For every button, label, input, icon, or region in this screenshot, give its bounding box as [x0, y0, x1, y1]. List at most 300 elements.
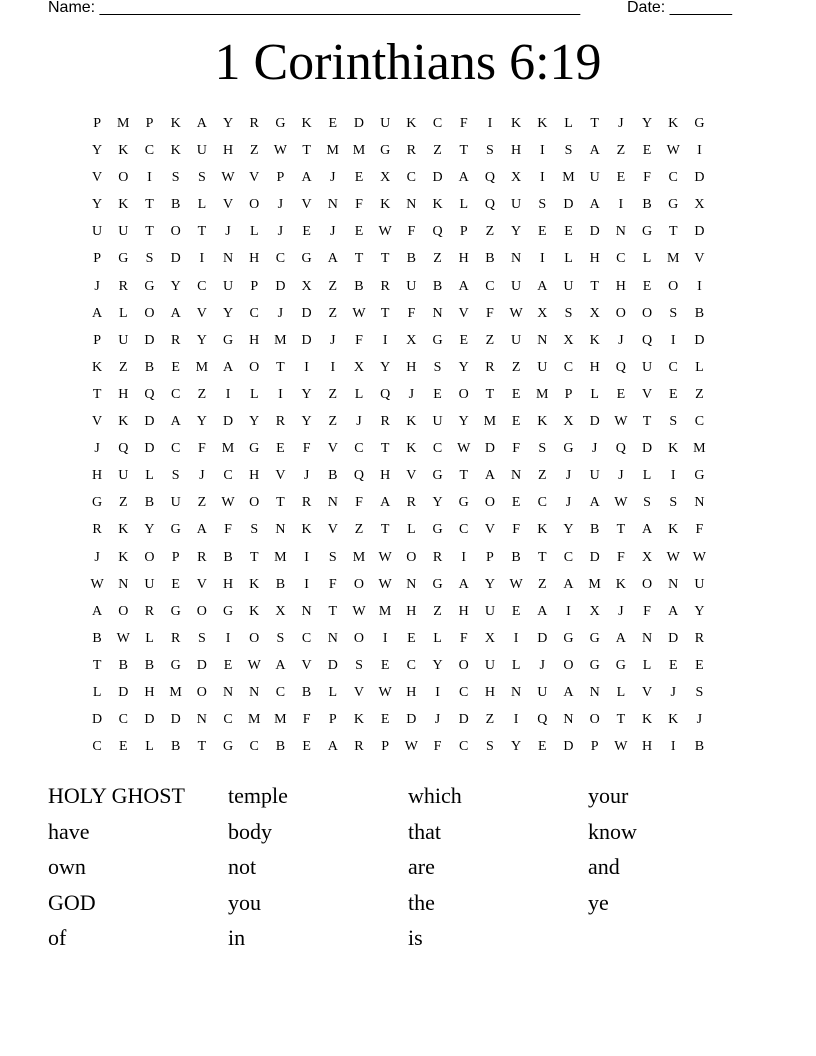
grid-letter: S [669, 305, 678, 321]
grid-letter: D [589, 414, 600, 430]
grid-letter: F [486, 305, 494, 321]
grid-letter: R [432, 549, 443, 565]
grid-letter: J [618, 603, 624, 619]
grid-letter: D [118, 684, 129, 700]
grid-letter: T [92, 657, 102, 673]
grid-letter: M [536, 386, 549, 402]
grid-letter: E [616, 170, 626, 186]
grid-letter: W [666, 549, 680, 565]
grid-letter: S [197, 170, 206, 186]
grid-letter: O [196, 684, 207, 700]
grid-letter: D [144, 441, 155, 457]
grid-letter: P [93, 251, 101, 267]
grid-letter: M [562, 170, 575, 186]
grid-letter: Z [433, 251, 442, 267]
grid-letter: A [589, 495, 600, 511]
grid-row [84, 222, 713, 249]
grid-letter: D [458, 712, 469, 728]
grid-letter: L [145, 739, 154, 755]
grid-letter: J [670, 684, 676, 700]
grid-letter: I [225, 386, 231, 402]
grid-letter: J [696, 712, 703, 728]
grid-letter: X [589, 305, 600, 321]
grid-letter: C [249, 305, 259, 321]
grid-letter: J [591, 441, 598, 457]
word-list-item: ye [588, 889, 609, 915]
grid-letter: T [276, 359, 285, 375]
grid-letter: B [328, 468, 338, 484]
grid-letter: Y [484, 576, 495, 592]
grid-letter: D [301, 332, 312, 348]
grid-letter: V [249, 170, 260, 186]
grid-letter: T [590, 116, 599, 131]
grid-letter: D [694, 170, 705, 186]
grid-letter: U [511, 278, 522, 294]
grid-letter: F [643, 170, 651, 186]
grid-letter: C [694, 414, 705, 430]
grid-letter: A [458, 278, 469, 294]
grid-letter: K [432, 197, 443, 213]
grid-letter: G [589, 657, 600, 673]
grid-letter: W [247, 657, 261, 673]
grid-letter: F [459, 116, 468, 131]
grid-letter: O [484, 495, 495, 511]
grid-letter: I [304, 576, 309, 592]
grid-letter: D [144, 332, 155, 348]
grid-letter: L [695, 359, 704, 375]
grid-letter: O [353, 630, 365, 646]
grid-letter: B [406, 251, 417, 267]
grid-letter: V [196, 305, 207, 321]
grid-letter: Z [197, 386, 207, 402]
grid-letter: Y [563, 522, 574, 538]
grid-letter: J [277, 305, 284, 321]
grid-letter: K [406, 414, 417, 430]
grid-letter: Z [354, 522, 364, 538]
grid-letter: W [352, 305, 366, 321]
grid-letter: U [380, 116, 391, 131]
grid-letter: B [170, 197, 181, 213]
grid-letter: H [222, 143, 234, 159]
grid-letter: N [432, 305, 443, 321]
grid-letter: O [118, 170, 129, 186]
word-list-item: your [588, 783, 629, 808]
grid-letter: K [118, 522, 129, 538]
grid-letter: S [355, 657, 363, 673]
grid-letter: Q [537, 712, 548, 728]
grid-letter: G [641, 224, 653, 240]
grid-letter: W [378, 576, 392, 592]
grid-letter: P [93, 116, 101, 131]
grid-letter: F [224, 522, 232, 538]
grid-letter: N [196, 712, 207, 728]
word-list-item: temple [228, 783, 288, 808]
grid-letter: C [249, 739, 259, 755]
grid-letter: M [352, 143, 366, 159]
grid-row [84, 656, 713, 683]
grid-letter: G [432, 522, 443, 538]
grid-letter: C [563, 549, 574, 565]
grid-letter: J [303, 468, 310, 484]
grid-letter: E [328, 116, 338, 131]
grid-letter: B [144, 657, 155, 673]
grid-letter: D [170, 251, 181, 267]
grid-letter: G [170, 657, 181, 673]
word-list-item: are [408, 854, 435, 880]
grid-letter: B [170, 739, 181, 755]
grid-letter: S [276, 630, 285, 646]
grid-letter: F [512, 522, 520, 538]
grid-letter: K [511, 116, 522, 131]
grid-letter: Y [458, 359, 469, 375]
grid-letter: M [274, 712, 287, 728]
grid-letter: Z [328, 278, 338, 294]
grid-letter: G [92, 495, 103, 511]
grid-letter: S [695, 684, 704, 700]
grid-letter: R [170, 332, 181, 348]
grid-letter: H [249, 468, 260, 484]
grid-letter: S [538, 441, 547, 457]
grid-letter: E [171, 359, 180, 375]
grid-row [84, 439, 713, 466]
grid-letter: R [406, 495, 417, 511]
grid-letter: E [171, 576, 180, 592]
grid-letter: H [589, 359, 600, 375]
grid-letter: K [668, 522, 679, 538]
grid-letter: K [249, 576, 260, 592]
grid-letter: L [249, 224, 259, 240]
grid-letter: R [144, 603, 155, 619]
grid-letter: C [118, 712, 128, 728]
grid-letter: G [170, 522, 181, 538]
grid-letter: F [616, 549, 625, 565]
grid-letter: H [380, 468, 391, 484]
grid-letter: N [511, 251, 522, 267]
grid-letter: W [221, 495, 235, 511]
grid-letter: G [301, 251, 312, 267]
grid-letter: D [353, 116, 365, 131]
grid-letter: H [484, 684, 495, 700]
grid-letter: G [380, 143, 391, 159]
page-title: 1 Corinthians 6:19 [214, 34, 602, 91]
grid-letter: S [145, 251, 154, 267]
grid-letter: G [275, 116, 286, 131]
grid-letter: K [668, 712, 679, 728]
grid-row [84, 710, 713, 737]
grid-letter: L [642, 468, 652, 484]
grid-letter: W [614, 495, 628, 511]
grid-letter: B [694, 739, 705, 755]
name-line: Name: ______________________________________________________ [48, 0, 581, 16]
grid-letter: N [563, 712, 574, 728]
grid-letter: S [643, 495, 651, 511]
grid-letter: C [563, 359, 574, 375]
letter-grid [84, 114, 713, 764]
grid-letter: O [458, 386, 469, 402]
grid-letter: J [225, 224, 231, 240]
grid-letter: T [92, 386, 102, 402]
grid-letter: G [432, 468, 443, 484]
grid-letter: K [615, 576, 626, 592]
grid-letter: J [618, 332, 624, 348]
grid-letter: U [118, 332, 129, 348]
grid-letter: Z [538, 576, 547, 592]
grid-letter: G [694, 468, 705, 484]
grid-letter: M [195, 359, 209, 375]
grid-letter: H [249, 251, 260, 267]
grid-letter: F [355, 197, 363, 213]
grid-letter: A [92, 603, 103, 619]
grid-letter: E [538, 224, 547, 240]
grid-letter: N [222, 684, 234, 700]
grid-letter: L [249, 386, 259, 402]
grid-letter: I [670, 739, 676, 755]
grid-letter: B [432, 278, 443, 294]
grid-letter: T [145, 197, 154, 213]
grid-letter: P [459, 224, 468, 240]
grid-letter: D [563, 739, 574, 755]
grid-letter: Y [144, 522, 155, 538]
grid-letter: G [694, 116, 705, 131]
grid-letter: V [406, 468, 417, 484]
grid-letter: C [301, 630, 312, 646]
grid-letter: U [222, 278, 234, 294]
grid-letter: H [406, 359, 417, 375]
grid-letter: T [642, 414, 652, 430]
grid-letter: I [461, 549, 467, 565]
grid-letter: K [170, 143, 181, 159]
grid-letter: O [353, 576, 365, 592]
grid-letter: K [118, 414, 129, 430]
grid-letter: O [668, 278, 679, 294]
grid-letter: S [564, 305, 573, 321]
grid-letter: J [408, 386, 415, 402]
grid-letter: Z [119, 495, 128, 511]
grid-letter: T [485, 386, 495, 402]
grid-letter: H [458, 251, 469, 267]
grid-letter: W [509, 576, 523, 592]
grid-letter: T [459, 143, 468, 159]
grid-letter: M [378, 603, 392, 619]
grid-letter: M [326, 143, 339, 159]
word-list-item: and [588, 854, 620, 880]
grid-letter: G [563, 630, 574, 646]
grid-letter: X [484, 630, 495, 646]
grid-letter: I [539, 143, 545, 159]
grid-letter: F [643, 603, 651, 619]
grid-letter: V [275, 468, 286, 484]
grid-letter: E [511, 495, 521, 511]
grid-letter: V [484, 522, 495, 538]
grid-letter: L [642, 251, 652, 267]
header [48, 0, 748, 20]
grid-letter: U [118, 468, 129, 484]
grid-letter: G [249, 441, 260, 457]
grid-letter: S [171, 170, 180, 186]
grid-letter: U [196, 143, 207, 159]
grid-letter: I [278, 386, 283, 402]
grid-letter: A [589, 197, 600, 213]
grid-letter: L [564, 116, 573, 131]
grid-letter: C [459, 522, 469, 538]
grid-letter: K [380, 197, 391, 213]
grid-letter: G [170, 603, 181, 619]
grid-letter: K [537, 414, 548, 430]
grid-letter: P [250, 278, 259, 294]
grid-letter: T [276, 495, 285, 511]
grid-letter: N [511, 684, 522, 700]
grid-letter: W [404, 739, 418, 755]
grid-letter: Y [222, 116, 234, 131]
grid-letter: S [171, 468, 180, 484]
grid-letter: O [196, 603, 207, 619]
word-list-item: HOLY GHOST [48, 783, 185, 808]
grid-letter: N [222, 251, 234, 267]
grid-letter: C [275, 684, 286, 700]
grid-letter: W [90, 576, 104, 592]
grid-letter: R [301, 495, 312, 511]
grid-letter: S [486, 739, 494, 755]
grid-letter: Q [353, 468, 365, 484]
grid-letter: D [537, 630, 548, 646]
grid-letter: X [511, 170, 522, 186]
grid-letter: K [406, 441, 417, 457]
grid-letter: H [589, 251, 600, 267]
grid-letter: Z [328, 386, 338, 402]
grid-letter: Y [380, 359, 391, 375]
grid-letter: X [641, 549, 653, 565]
grid-letter: G [615, 657, 626, 673]
grid-letter: O [406, 549, 417, 565]
grid-letter: L [145, 630, 154, 646]
grid-row [84, 493, 713, 520]
grid-letter: C [406, 170, 417, 186]
grid-letter: A [327, 739, 338, 755]
grid-letter: T [328, 603, 338, 619]
grid-letter: E [668, 657, 678, 673]
grid-letter: Y [511, 224, 522, 240]
grid-letter: O [170, 224, 181, 240]
grid-letter: V [694, 251, 705, 267]
grid-letter: X [694, 197, 705, 213]
grid-letter: D [694, 332, 705, 348]
grid-letter: A [92, 305, 103, 321]
grid-letter: I [513, 630, 519, 646]
grid-letter: D [668, 630, 679, 646]
grid-letter: K [118, 197, 129, 213]
grid-letter: D [144, 712, 155, 728]
grid-letter: R [485, 359, 495, 375]
grid-letter: K [118, 143, 129, 159]
word-list [48, 779, 768, 957]
grid-letter: N [406, 197, 417, 213]
grid-letter: S [250, 522, 259, 538]
grid-letter: C [197, 278, 207, 294]
grid-letter: P [145, 116, 154, 131]
grid-letter: T [380, 522, 390, 538]
grid-row [84, 412, 713, 439]
grid-letter: Y [301, 386, 312, 402]
grid-letter: L [407, 522, 416, 538]
grid-letter: X [301, 278, 312, 294]
grid-letter: B [354, 278, 364, 294]
grid-letter: F [328, 576, 337, 592]
grid-letter: L [511, 657, 521, 673]
grid-letter: W [614, 739, 628, 755]
word-list-item: know [588, 818, 637, 844]
grid-letter: Z [485, 712, 495, 728]
grid-row [84, 602, 713, 629]
grid-letter: R [380, 278, 390, 294]
word-list-item: in [228, 925, 246, 951]
grid-letter: M [169, 684, 182, 700]
grid-letter: E [302, 739, 311, 755]
grid-letter: Y [196, 332, 207, 348]
word-list-item: GOD [48, 889, 96, 915]
grid-letter: T [538, 549, 547, 565]
grid-letter: P [171, 549, 180, 565]
grid-letter: J [330, 332, 336, 348]
grid-letter: A [222, 359, 234, 375]
grid-letter: E [642, 278, 652, 294]
grid-letter: B [301, 684, 312, 700]
grid-letter: K [589, 332, 600, 348]
grid-letter: I [330, 359, 336, 375]
grid-letter: R [249, 116, 259, 131]
grid-letter: A [275, 657, 286, 673]
grid-letter: Q [641, 332, 653, 348]
grid-letter: Z [511, 359, 521, 375]
grid-letter: P [590, 739, 599, 755]
grid-letter: W [273, 143, 288, 159]
grid-letter: X [563, 332, 574, 348]
grid-letter: A [641, 522, 653, 538]
grid-letter: C [459, 739, 469, 755]
grid-letter: L [564, 251, 573, 267]
grid-letter: A [458, 170, 469, 186]
grid-letter: F [433, 739, 442, 755]
grid-letter: S [197, 630, 206, 646]
grid-row [84, 195, 713, 222]
grid-letter: H [406, 684, 417, 700]
grid-letter: H [615, 278, 626, 294]
grid-letter: J [434, 712, 441, 728]
grid-letter: Y [511, 739, 522, 755]
grid-letter: E [354, 170, 364, 186]
grid-letter: K [406, 116, 417, 131]
grid-letter: V [196, 576, 207, 592]
grid-letter: R [92, 522, 102, 538]
grid-letter: D [641, 441, 653, 457]
grid-letter: B [144, 495, 155, 511]
grid-letter: U [589, 170, 600, 186]
grid-letter: U [484, 657, 495, 673]
date-line: Date: _______ [627, 0, 732, 16]
grid-letter: L [328, 684, 338, 700]
grid-letter: J [356, 414, 362, 430]
grid-letter: U [511, 197, 522, 213]
grid-letter: Z [616, 143, 626, 159]
grid-letter: S [328, 549, 337, 565]
grid-letter: F [197, 441, 206, 457]
grid-letter: C [616, 251, 626, 267]
grid-letter: Z [119, 359, 128, 375]
grid-letter: T [380, 441, 390, 457]
grid-letter: A [537, 278, 548, 294]
grid-letter: K [353, 712, 365, 728]
grid-letter: E [695, 657, 704, 673]
grid-letter: N [118, 576, 129, 592]
